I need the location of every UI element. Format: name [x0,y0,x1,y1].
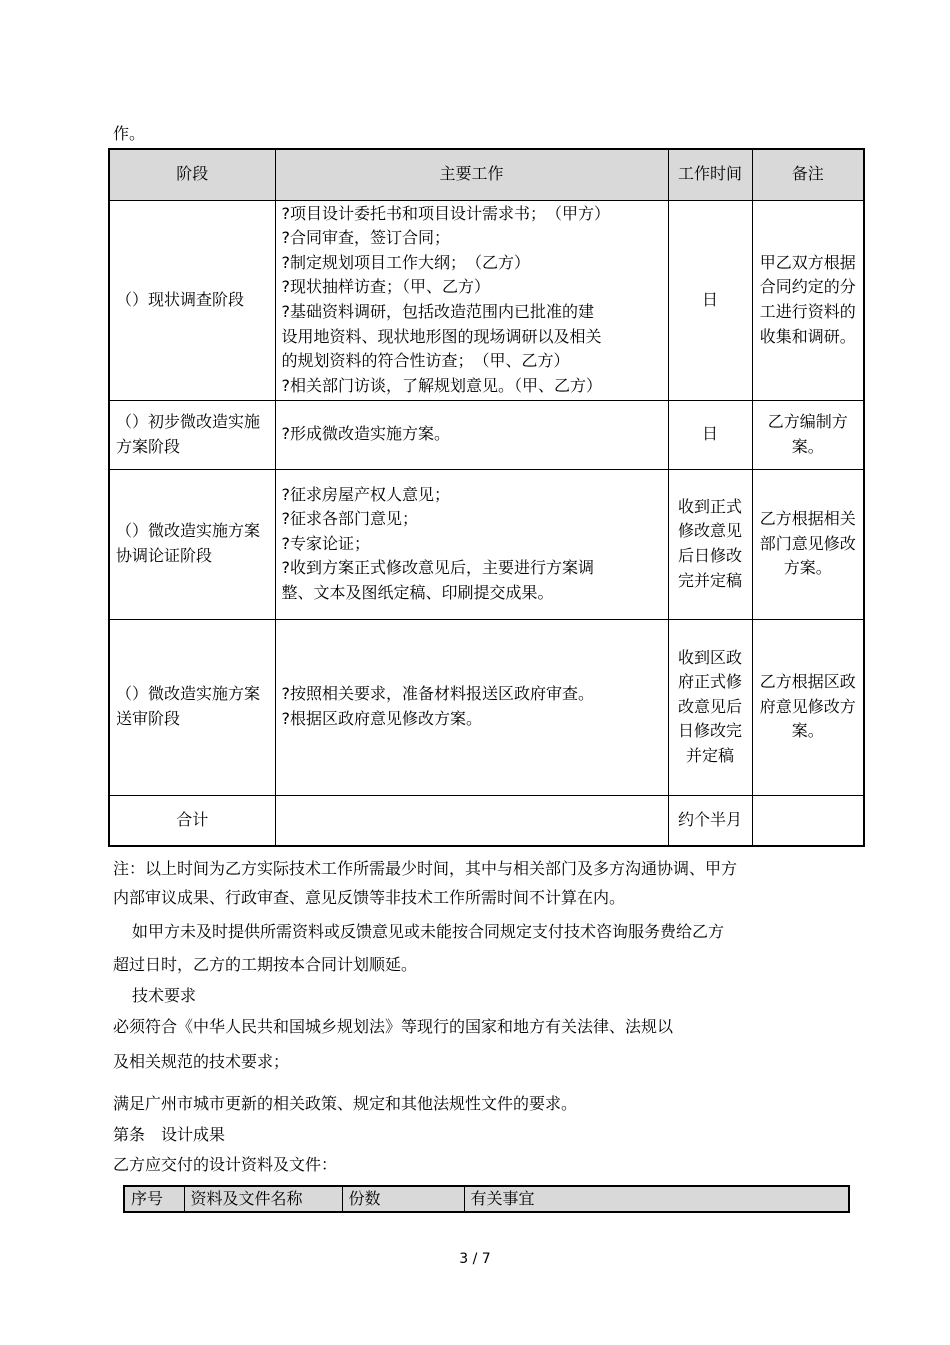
stage-cell: （）现状调查阶段 [109,200,275,400]
note-cell: 乙方根据相关部门意见修改方案。 [752,469,864,619]
deliverables-intro: 乙方应交付的设计资料及文件： [113,1155,338,1174]
intro-tail-text: 作。 [113,124,146,143]
work-line: 设用地资料、现状地形图的现场调研以及相关 [281,326,602,346]
note-paragraph-line: 内部审议成果、行政审查、意见反馈等非技术工作所需时间不计算在内。 [113,888,626,907]
header-note: 备注 [752,149,864,200]
work-line: ?征求房屋产权人意见； [281,484,450,504]
work-line: ?根据区政府意见修改方案。 [281,709,482,728]
note-cell: 乙方根据区政府意见修改方案。 [752,619,864,795]
time-cell: 收到正式修改意见后日修改完并定稿 [668,469,752,619]
note-cell: 乙方编制方案。 [752,400,864,469]
note-cell: 甲乙双方根据合同约定的分工进行资料的收集和调研。 [752,200,864,400]
header-main-work: 主要工作 [275,149,668,200]
schedule-header-row [109,149,864,200]
delay-paragraph-line: 如甲方未及时提供所需资料或反馈意见或未能按合同规定支付技术咨询服务费给乙方 [132,922,725,941]
delay-paragraph-line: 超过日时，乙方的工期按本合同计划顺延。 [113,955,418,974]
stage-cell: （）初步微改造实施方案阶段 [109,400,275,469]
page-number: 3 / 7 [459,1251,491,1267]
note-paragraph-line: 注：以上时间为乙方实际技术工作所需最少时间，其中与相关部门及多方沟通协调、甲方 [113,859,738,878]
table-row [109,469,864,619]
work-line: 的规划资料的符合性访查； （甲、乙方） [281,351,570,371]
work-line: 整、文本及图纸定稿、印刷提交成果。 [281,582,554,602]
work-line: ?相关部门访谈，了解规划意见。（甲、乙方） [281,375,602,395]
requirement-line: 必须符合《中华人民共和国城乡规划法》等现行的国家和地方有关法律、法规以 [113,1017,674,1036]
work-line: ?合同审查，签订合同； [281,228,450,248]
stage-cell: （）微改造实施方案送审阶段 [109,619,275,795]
work-line: ?形成微改造实施方案。 [281,424,450,444]
total-time: 约个半月 [668,795,752,846]
total-row [109,795,864,846]
time-cell: 日 [668,400,752,469]
article-heading: 第条 设计成果 [113,1125,226,1144]
work-cell [275,469,668,619]
work-line: ?现状抽样访查；（甲、乙方） [281,277,490,297]
work-line: ?项目设计委托书和项目设计需求书； （甲方） [281,203,610,223]
work-line: ?收到方案正式修改意见后，主要进行方案调 [281,558,594,578]
header-related-matters: 有关事宜 [464,1186,849,1212]
header-serial: 序号 [124,1186,184,1212]
total-note [752,795,864,846]
section-heading-tech-requirements: 技术要求 [132,986,197,1005]
header-stage: 阶段 [109,149,275,200]
work-cell [275,200,668,400]
stage-cell: （）微改造实施方案协调论证阶段 [109,469,275,619]
time-cell: 收到区政府正式修改意见后日修改完并定稿 [668,619,752,795]
schedule-table [108,148,865,847]
table-row [109,619,864,795]
work-line: ?按照相关要求，准备材料报送区政府审查。 [281,684,594,704]
header-file-name: 资料及文件名称 [184,1186,342,1212]
work-cell [275,619,668,795]
work-line: ?专家论证； [281,533,370,553]
requirement-line: 及相关规范的技术要求； [113,1052,290,1071]
header-work-time: 工作时间 [668,149,752,200]
time-cell: 日 [668,200,752,400]
deliverables-table [123,1185,850,1213]
work-line: ?制定规划项目工作大纲； （乙方） [281,252,530,272]
total-work [275,795,668,846]
requirement-line: 满足广州市城市更新的相关政策、规定和其他法规性文件的要求。 [113,1094,578,1113]
header-copies: 份数 [342,1186,464,1212]
deliverables-header-row [124,1186,849,1212]
table-row [109,200,864,400]
total-label: 合计 [109,795,275,846]
table-row [109,400,864,469]
work-cell [275,400,668,469]
work-line: ?基础资料调研，包括改造范围内已批准的建 [281,302,594,321]
work-line: ?征求各部门意见； [281,509,418,529]
